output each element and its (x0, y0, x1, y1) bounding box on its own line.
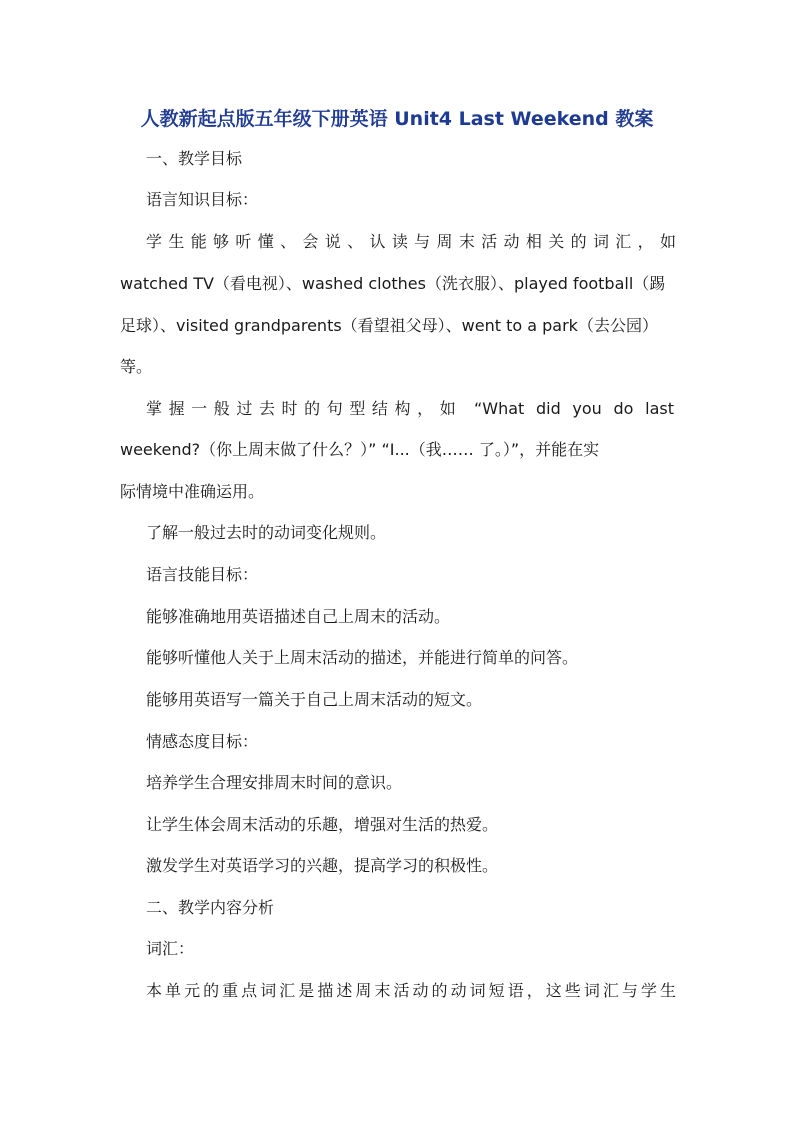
paragraph-line: 能够用英语写一篇关于自己上周末活动的短文。 (146, 690, 483, 709)
subheading-emotion-goals: 情感态度目标： (146, 732, 259, 751)
paragraph-line: 让学生体会周末活动的乐趣，增强对生活的热爱。 (146, 815, 499, 834)
paragraph-line: 激发学生对英语学习的兴趣，提高学习的积极性。 (146, 856, 499, 875)
subheading-vocabulary: 词汇： (146, 939, 195, 958)
paragraph-line: watched TV（看电视）、washed clothes（洗衣服）、played football（踢 (120, 274, 666, 293)
section-heading-teaching-goals: 一、教学目标 (146, 149, 243, 168)
paragraph-line: 学生能够听懂、会说、认读与周末活动相关的词汇，如 (146, 232, 676, 251)
paragraph-line: 掌握一般过去时的句型结构，如 “What did you do last (146, 399, 674, 418)
subheading-knowledge-goals: 语言知识目标： (146, 190, 259, 209)
paragraph-line: 等。 (120, 357, 153, 376)
paragraph-line: 足球）、visited grandparents（看望祖父母）、went to a park（去公园） (120, 316, 658, 335)
paragraph-line: 培养学生合理安排周末时间的意识。 (146, 773, 403, 792)
subheading-skill-goals: 语言技能目标： (146, 565, 259, 584)
document-title: 人教新起点版五年级下册英语 Unit4 Last Weekend 教案 (140, 108, 654, 130)
paragraph-line: 本单元的重点词汇是描述周末活动的动词短语，这些词汇与学生 (146, 981, 676, 1000)
section-heading-content-analysis: 二、教学内容分析 (146, 898, 275, 917)
paragraph-line: 能够听懂他人关于上周末活动的描述，并能进行简单的问答。 (146, 648, 579, 667)
paragraph-line: 能够准确地用英语描述自己上周末的活动。 (146, 607, 451, 626)
paragraph-line: 际情境中准确运用。 (120, 482, 265, 501)
paragraph-line: 了解一般过去时的动词变化规则。 (146, 523, 387, 542)
paragraph-line: weekend?（你上周末做了什么？）” “I...（我…… 了。）”，并能在实 (120, 440, 600, 459)
